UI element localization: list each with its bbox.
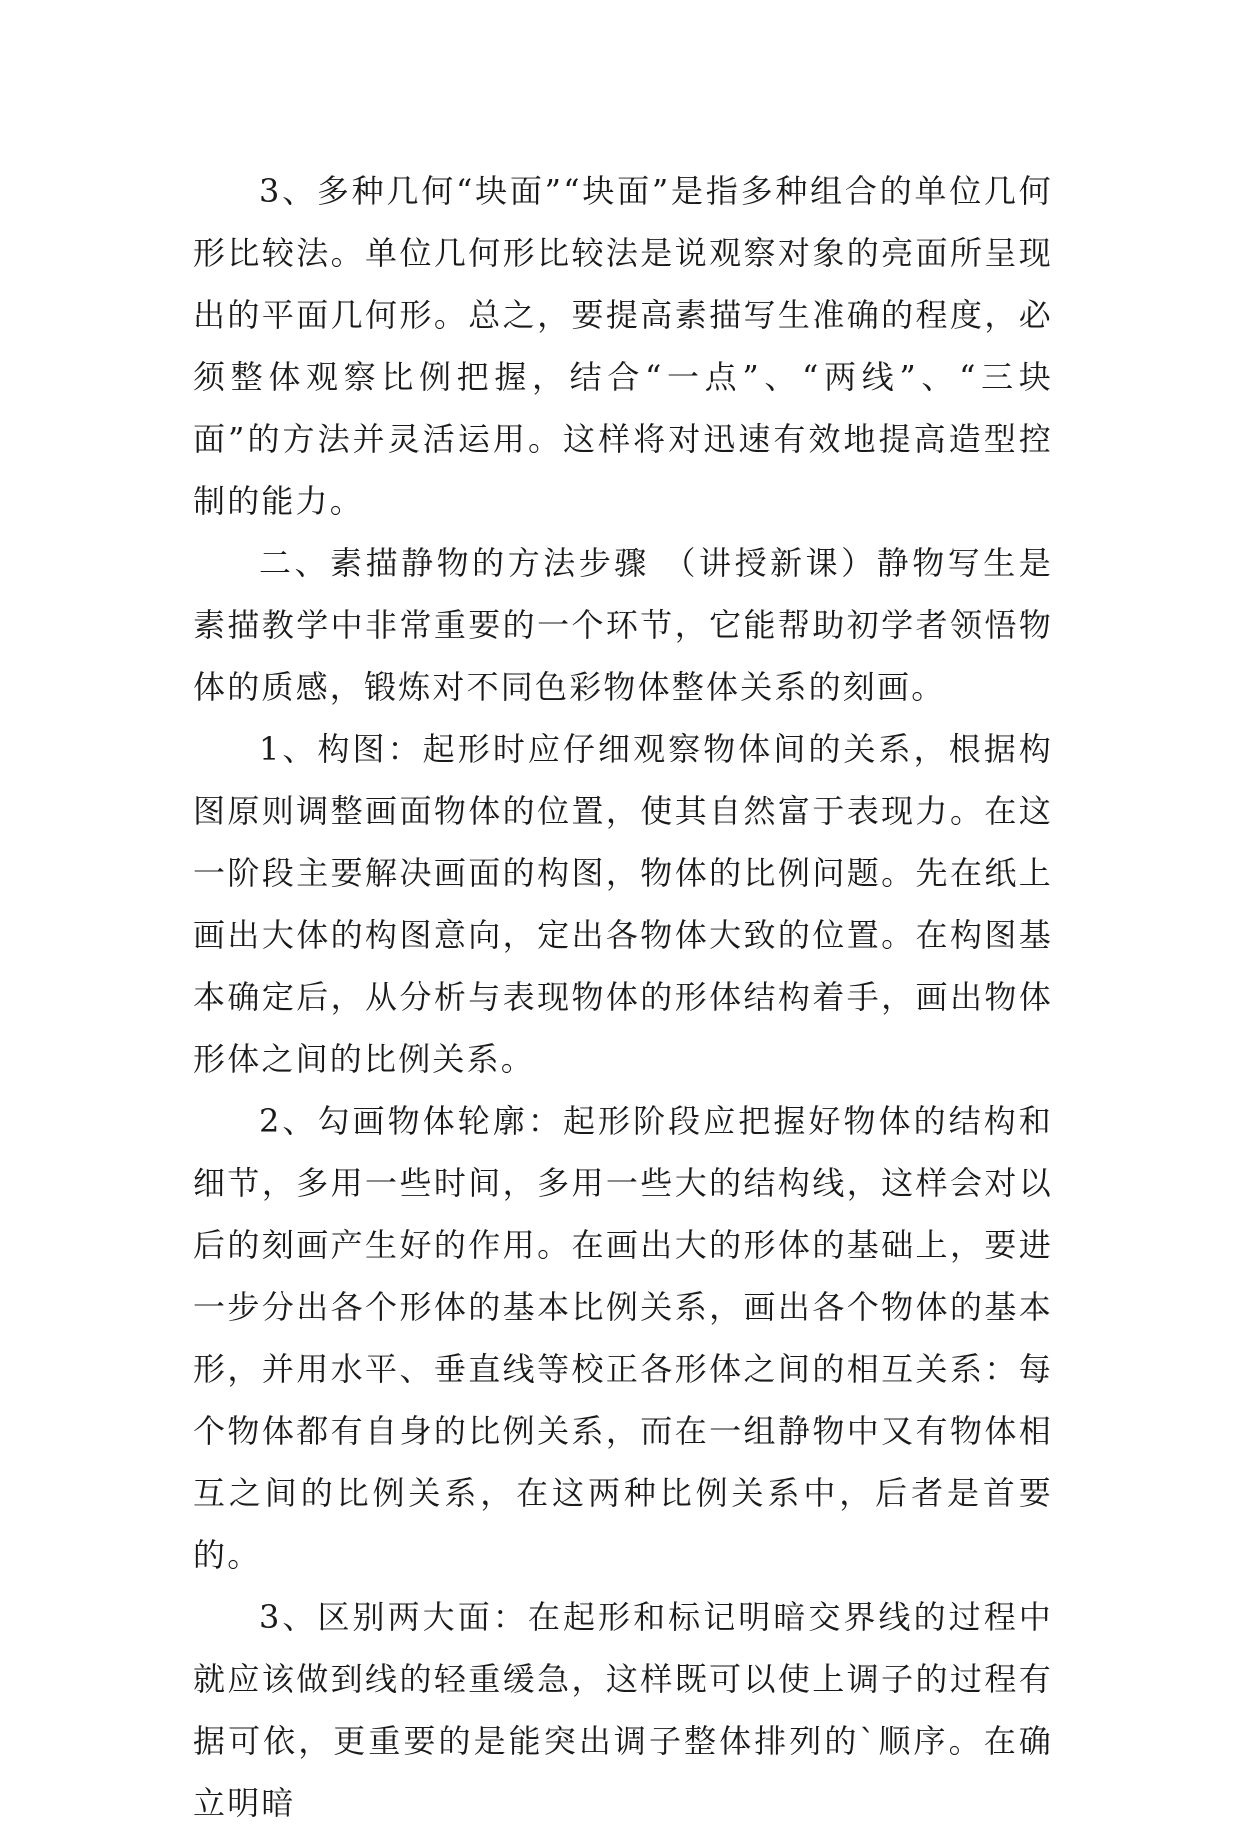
paragraph-composition: 1、构图：起形时应仔细观察物体间的关系，根据构图原则调整画面物体的位置，使其自然富于表现力。在这一阶段主要解决画面的构图，物体的比例问题。先在纸上画出大体的构图意向，定出各物体大致的位置。在构图基本确定后，从分析与表现物体的形体结构着手，画出物体形体之间的比例关系。 <box>193 730 1053 1078</box>
document-body <box>193 160 1053 1834</box>
paragraph-outline: 2、勾画物体轮廓：起形阶段应把握好物体的结构和细节，多用一些时间，多用一些大的结构线，这样会对以后的刻画产生好的作用。在画出大的形体的基础上，要进一步分出各个形体的基本比例关系，画出各个物体的基本形，并用水平、垂直线等校正各形体之间的相互关系：每个物体都有自身的比例关系，而在一组静物中又有物体相互之间的比例关系，在这两种比例关系中，后者是首要的。 <box>193 1102 1053 1574</box>
paragraph-still-life-method: 二、素描静物的方法步骤 （讲授新课）静物写生是素描教学中非常重要的一个环节，它能帮助初学者领悟物体的质感，锻炼对不同色彩物体整体关系的刻画。 <box>193 544 1053 706</box>
paragraph-geometric-planes: 3、多种几何“块面”“块面”是指多种组合的单位几何形比较法。单位几何形比较法是说观察对象的亮面所呈现出的平面几何形。总之，要提高素描写生准确的程度，必须整体观察比例把握，结合“一点”、“两线”、“三块面”的方法并灵活运用。这样将对迅速有效地提高造型控制的能力。 <box>193 172 1053 520</box>
paragraph-two-planes: 3、区别两大面：在起形和标记明暗交界线的过程中就应该做到线的轻重缓急，这样既可以使上调子的过程有据可依，更重要的是能突出调子整体排列的`顺序。在确立明暗 <box>193 1598 1053 1822</box>
